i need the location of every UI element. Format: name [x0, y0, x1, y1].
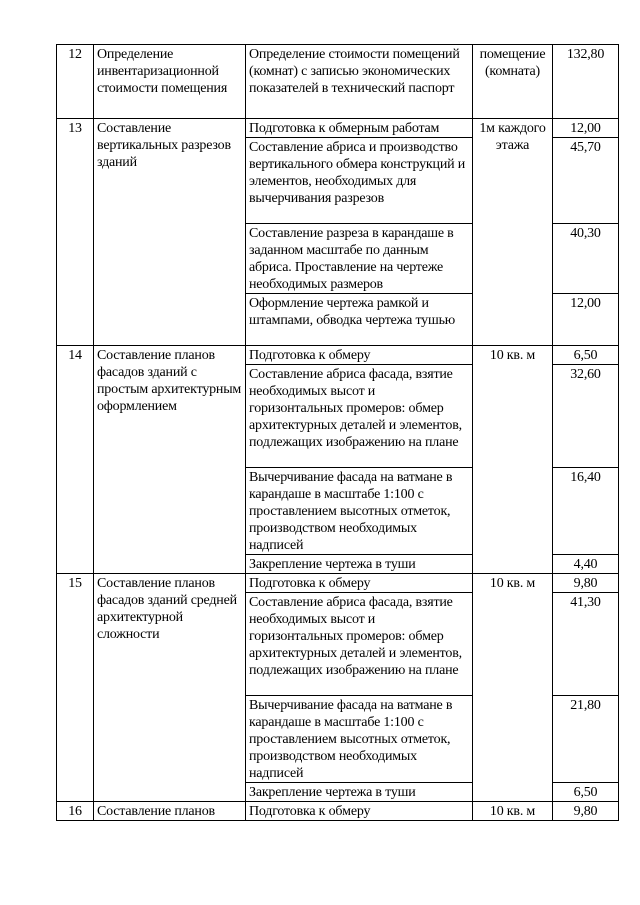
price-value: 6,50 [553, 783, 619, 802]
price-value: 132,80 [553, 45, 619, 119]
operation-text: Подготовка к обмеру [246, 802, 473, 821]
work-name: Составление планов фасадов зданий с простым архитектурным оформлением [94, 346, 246, 574]
row-number: 12 [57, 45, 94, 119]
operation-text: Составление абриса и производство вертикального обмера конструкций и элементов, необходимых для вычерчивания разрезов [246, 138, 473, 224]
price-value: 4,40 [553, 555, 619, 574]
unit-cell: 1м каждого этажа [473, 119, 553, 346]
row-number: 13 [57, 119, 94, 346]
table-row [57, 574, 619, 593]
price-value: 40,30 [553, 224, 619, 294]
price-value: 12,00 [553, 119, 619, 138]
work-name: Составление вертикальных разрезов зданий [94, 119, 246, 346]
operation-text: Подготовка к обмерным работам [246, 119, 473, 138]
row-number: 15 [57, 574, 94, 802]
price-table [56, 44, 619, 821]
price-value: 9,80 [553, 802, 619, 821]
row-number: 16 [57, 802, 94, 821]
work-name: Составление планов [94, 802, 246, 821]
work-name: Определение инвентаризационной стоимости помещения [94, 45, 246, 119]
row-number: 14 [57, 346, 94, 574]
operation-text: Составление разреза в карандаше в заданном масштабе по данным абриса. Проставление на чертеже необходимых размеров [246, 224, 473, 294]
table-row [57, 119, 619, 138]
unit-cell: помещение (комната) [473, 45, 553, 119]
price-value: 21,80 [553, 696, 619, 783]
unit-cell: 10 кв. м [473, 574, 553, 802]
unit-cell: 10 кв. м [473, 346, 553, 574]
price-value: 45,70 [553, 138, 619, 224]
operation-text: Вычерчивание фасада на ватмане в карандаше в масштабе 1:100 с проставлением высотных отметок, производством необходимых надписей [246, 468, 473, 555]
operation-text: Оформление чертежа рамкой и штампами, обводка чертежа тушью [246, 294, 473, 346]
price-value: 6,50 [553, 346, 619, 365]
table-row [57, 346, 619, 365]
operation-text: Вычерчивание фасада на ватмане в карандаше в масштабе 1:100 с проставлением высотных отметок, производством необходимых надписей [246, 696, 473, 783]
price-value: 41,30 [553, 593, 619, 696]
table-row [57, 802, 619, 821]
operation-text: Закрепление чертежа в туши [246, 783, 473, 802]
operation-text: Закрепление чертежа в туши [246, 555, 473, 574]
price-value: 9,80 [553, 574, 619, 593]
operation-text: Определение стоимости помещений (комнат) с записью экономических показателей в технический паспорт [246, 45, 473, 119]
operation-text: Подготовка к обмеру [246, 574, 473, 593]
operation-text: Составление абриса фасада, взятие необходимых высот и горизонтальных промеров: обмер архитектурных деталей и элементов, подлежащих изображению на плане [246, 593, 473, 696]
operation-text: Подготовка к обмеру [246, 346, 473, 365]
table-row [57, 45, 619, 119]
price-value: 12,00 [553, 294, 619, 346]
price-value: 32,60 [553, 365, 619, 468]
work-name: Составление планов фасадов зданий средней архитектурной сложности [94, 574, 246, 802]
price-value: 16,40 [553, 468, 619, 555]
operation-text: Составление абриса фасада, взятие необходимых высот и горизонтальных промеров: обмер архитектурных деталей и элементов, подлежащих изображению на плане [246, 365, 473, 468]
unit-cell: 10 кв. м [473, 802, 553, 821]
